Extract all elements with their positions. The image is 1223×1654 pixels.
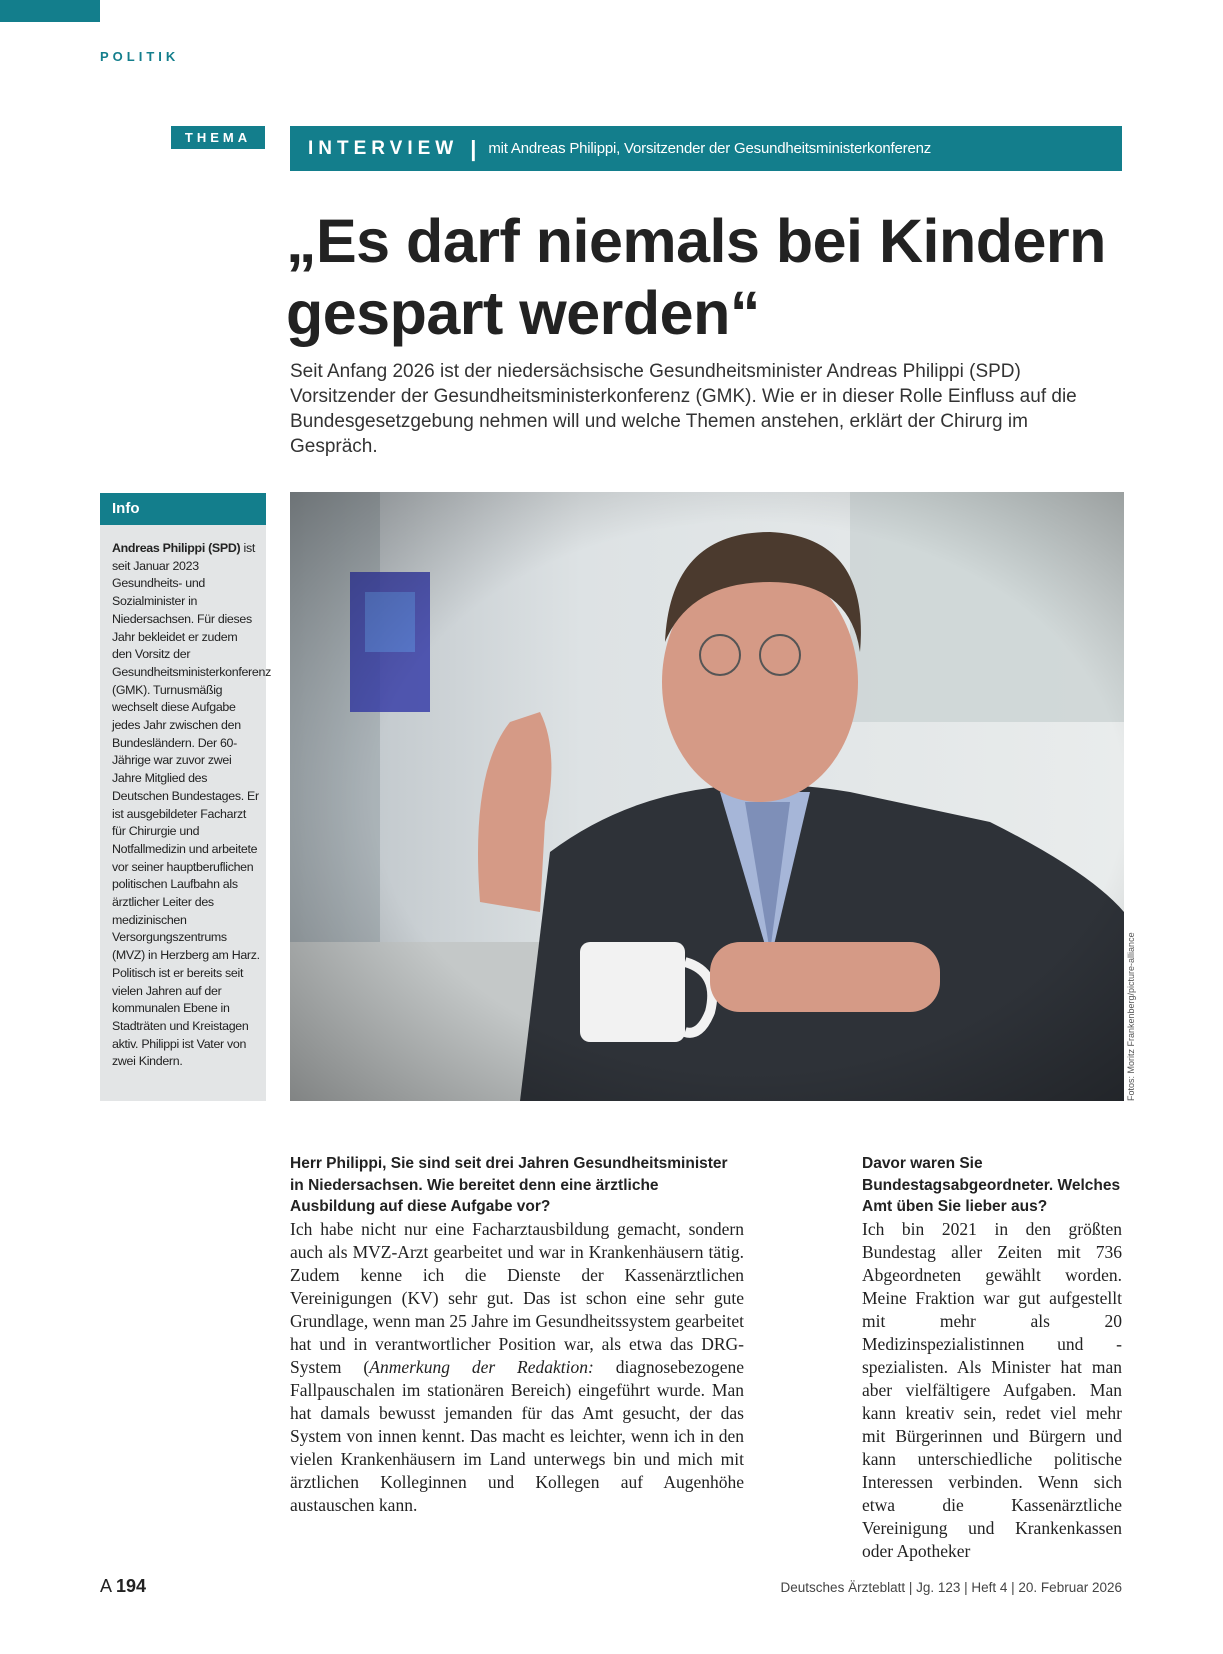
- headline-line-1: „Es darf niemals bei Kindern: [286, 207, 1106, 275]
- interview-subtitle: mit Andreas Philippi, Vorsitzender der Gesundheitsministerkonferenz: [488, 140, 932, 157]
- info-box-name: Andreas Philippi (SPD): [112, 541, 241, 555]
- interview-question-2: Davor waren Sie Bundestagsabgeordneter. Welches Amt üben Sie lieber aus?: [862, 1155, 1121, 1216]
- article-column-2: [862, 1153, 1122, 1563]
- lead-paragraph: Seit Anfang 2026 ist der niedersächsische Gesundheitsminister Andreas Philippi (SPD) Vorsitzender der Gesundheitsministerkonferenz (GMK). Wie er in dieser Rolle Einfluss auf die Bundesgesetzgebung nehmen will und welche Themen anstehen, erklärt der Chirurg im Gespräch.: [290, 361, 1077, 457]
- corner-accent-bar: [0, 0, 100, 22]
- article-column-1: [290, 1153, 744, 1517]
- interview-answer-1: [290, 1218, 744, 1517]
- page-number-value: 194: [116, 1576, 147, 1596]
- publication-info: Deutsches Ärzteblatt | Jg. 123 | Heft 4 | 20. Februar 2026: [780, 1580, 1122, 1595]
- photo-credit: Fotos: Moritz Frankenberg/picture-alliance: [1126, 932, 1136, 1101]
- answer-1-part-1: Ich habe nicht nur eine Facharztausbildung gemacht, sondern auch als MVZ-Arzt gearbeitet und war in Krankenhäusern tätig. Zudem kenne ich die Dienste der Kassenärztlichen Vereinigungen (KV) sehr gut. Das ist schon eine sehr gute Grundlage, wenn man 25 Jahre im Gesundheitssystem gearbeitet hat und in verantwortlicher Position war, als etwa das DRG-System (: [290, 1218, 744, 1377]
- interview-label: INTERVIEW: [308, 137, 459, 159]
- thema-badge: THEMA: [171, 126, 265, 149]
- page-number: [100, 1576, 146, 1597]
- portrait-photo-illustration: [290, 492, 1124, 1101]
- info-box-text: [112, 540, 271, 1071]
- headline: [286, 205, 1126, 349]
- info-box-body: ist seit Januar 2023 Gesundheits- und Sozialminister in Niedersachsen. Für dieses Jahr bekleidet er zudem den Vorsitz der Gesundheitsministerkonferenz (GMK). Turnusmäßig wechselt diese Aufgabe jedes Jahr zwischen den Bundesländern. Der 60-Jährige war zuvor zwei Jahre Mitglied des Deutschen Bundestages. Er ist ausgebildeter Facharzt für Chirurgie und Notfallmedizin und arbeitete vor seiner hauptberuflichen politischen Laufbahn als ärztlicher Leiter des medizinischen Versorgungszentrums (MVZ) in Herzberg am Harz. Politisch ist er bereits seit vielen Jahren auf der kommunalen Ebene in Stadträten und Kreistagen aktiv. Philippi ist Vater von zwei Kindern.: [112, 541, 271, 1069]
- answer-1-editor-note: Anmerkung der Redaktion:: [369, 1356, 594, 1377]
- info-box-header: Info: [100, 493, 266, 525]
- interview-separator: |: [470, 135, 477, 161]
- page-prefix: A: [100, 1576, 112, 1596]
- interview-answer-2: Ich bin 2021 in den größten Bundestag aller Zeiten mit 736 Abgeordneten gewählt worden. Meine Fraktion war gut aufgestellt mit mehr als 20 Medizinspezialistinnen und -spezialisten. Als Minister hat man aber vielfältigere Aufgaben. Man kann kreativ sein, redet viel mehr mit Bürgerinnen und Bürgern und kann unterschiedliche politische Interessen verbinden. Wenn sich etwa die Kassenärztliche Vereinigung und Krankenkassen oder Apotheker: [862, 1218, 1122, 1561]
- headline-line-2: gespart werden“: [286, 279, 760, 347]
- interview-banner: [290, 126, 1122, 171]
- interview-photo: [290, 492, 1124, 1101]
- interview-question-1: Herr Philippi, Sie sind seit drei Jahren Gesundheitsminister in Niedersachsen. Wie bereitet denn eine ärztliche Ausbildung auf diese Aufgabe vor?: [290, 1155, 728, 1216]
- answer-1-part-2: diagnosebezogene Fallpauschalen im stationären Bereich) eingeführt wurde. Man hat damals bewusst jemanden für das Amt gesucht, der das System von innen kennt. Das macht es leichter, wenn ich in den vielen Krankenhäusern im Land unterwegs bin und mich mit ärztlichen Kolleginnen und Kollegen auf Augenhöhe austauschen kann.: [290, 1356, 744, 1515]
- section-label: POLITIK: [100, 49, 180, 64]
